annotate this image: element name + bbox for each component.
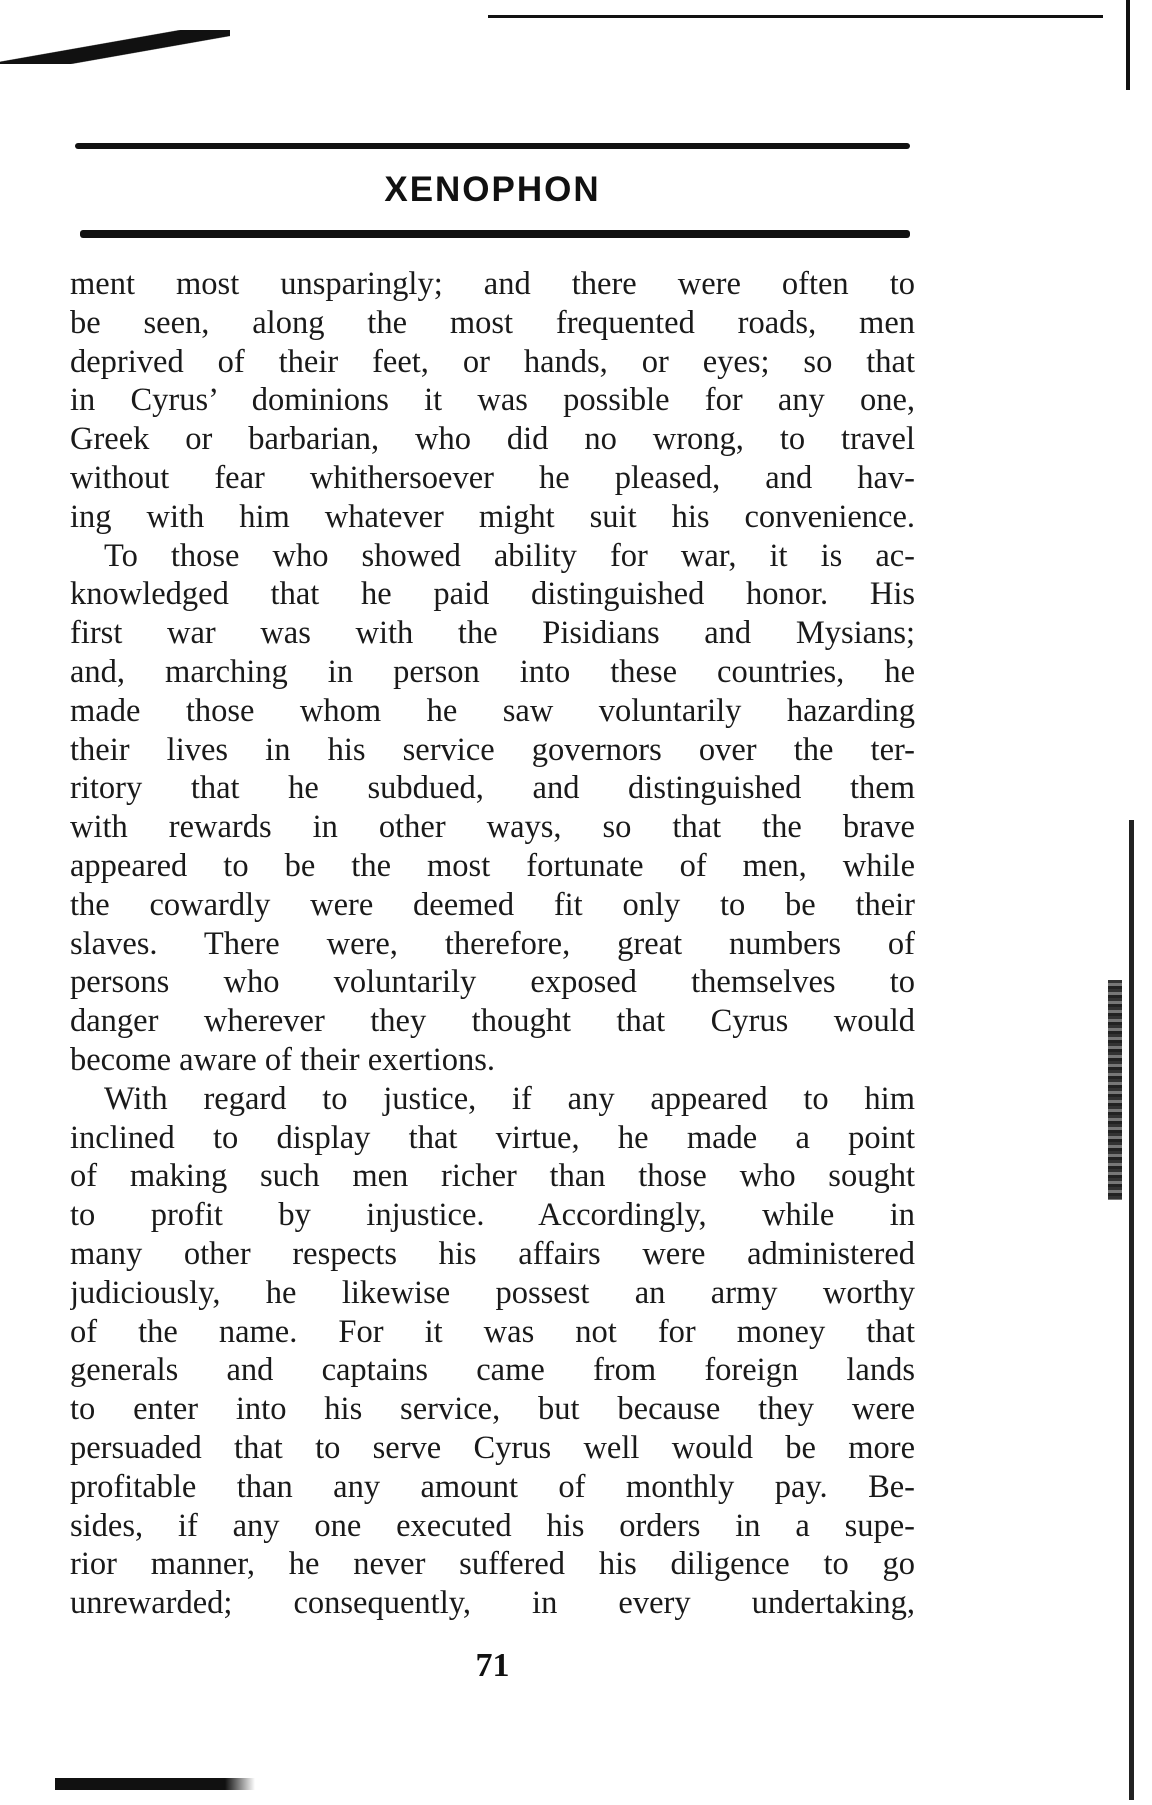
text-line: with rewards in other ways, so that the brave <box>70 809 915 846</box>
scan-edge-right-lower <box>1129 820 1134 1800</box>
text-line: ing with him whatever might suit his convenience. <box>70 498 915 535</box>
text-line: to profit by injustice. Accordingly, while in <box>70 1197 915 1234</box>
scan-edge-right <box>1126 0 1130 90</box>
text-line: persuaded that to serve Cyrus well would be more <box>70 1429 915 1466</box>
text-line: danger wherever they thought that Cyrus would <box>70 1003 915 1040</box>
text-line: rior manner, he never suffered his diligence to go <box>70 1546 915 1583</box>
text-line: the cowardly were deemed fit only to be their <box>70 886 915 923</box>
page-number: 71 <box>475 1647 510 1684</box>
text-line: ment most unsparingly; and there were often to <box>70 266 915 302</box>
scan-mark-bottom-left <box>55 1778 255 1790</box>
page-header-title: XENOPHON <box>384 170 601 209</box>
text-line: knowledged that he paid distinguished honor. His <box>70 576 915 613</box>
text-line: unrewarded; consequently, in every undertaking, <box>70 1585 915 1622</box>
text-line: profitable than any amount of monthly pay. Be- <box>70 1468 915 1505</box>
header-rule-bottom <box>80 230 910 238</box>
text-line: appeared to be the most fortunate of men, while <box>70 847 915 884</box>
text-line: deprived of their feet, or hands, or eyes; so that <box>70 343 915 380</box>
text-line: to enter into his service, but because they were <box>70 1391 915 1428</box>
text-line: and, marching in person into these countries, he <box>70 653 915 690</box>
scan-mark-top-left <box>0 30 230 64</box>
text-line: in Cyrus’ dominions it was possible for any one, <box>70 382 915 419</box>
text-line: inclined to display that virtue, he made a point <box>70 1119 915 1156</box>
text-line: many other respects his affairs were administered <box>70 1235 915 1272</box>
text-line: persons who voluntarily exposed themselves to <box>70 964 915 1001</box>
text-line: made those whom he saw voluntarily hazarding <box>70 692 915 729</box>
text-line: first war was with the Pisidians and Mysians; <box>70 615 915 652</box>
text-line: sides, if any one executed his orders in a supe- <box>70 1507 915 1544</box>
text-line: their lives in his service governors over the ter- <box>70 731 915 768</box>
text-line: of making such men richer than those who sought <box>70 1158 915 1195</box>
text-line: generals and captains came from foreign lands <box>70 1352 915 1389</box>
text-line: judiciously, he likewise possest an army worthy <box>70 1274 915 1311</box>
text-body <box>70 265 915 1623</box>
header-rule-top <box>75 143 910 149</box>
text-line: of the name. For it was not for money that <box>70 1313 915 1350</box>
scan-mark-top-right <box>488 12 1103 20</box>
text-line: ritory that he subdued, and distinguished them <box>70 770 915 807</box>
text-line: To those who showed ability for war, it is ac- <box>104 537 915 574</box>
text-line: slaves. There were, therefore, great numbers of <box>70 925 915 962</box>
text-line: without fear whithersoever he pleased, and hav- <box>70 459 915 496</box>
text-line: become aware of their exertions. <box>70 1041 496 1078</box>
text-line: Greek or barbarian, who did no wrong, to travel <box>70 421 915 458</box>
text-line: With regard to justice, if any appeared to him <box>104 1080 915 1117</box>
scan-smudge <box>1108 980 1122 1200</box>
text-line: be seen, along the most frequented roads, men <box>70 304 915 341</box>
